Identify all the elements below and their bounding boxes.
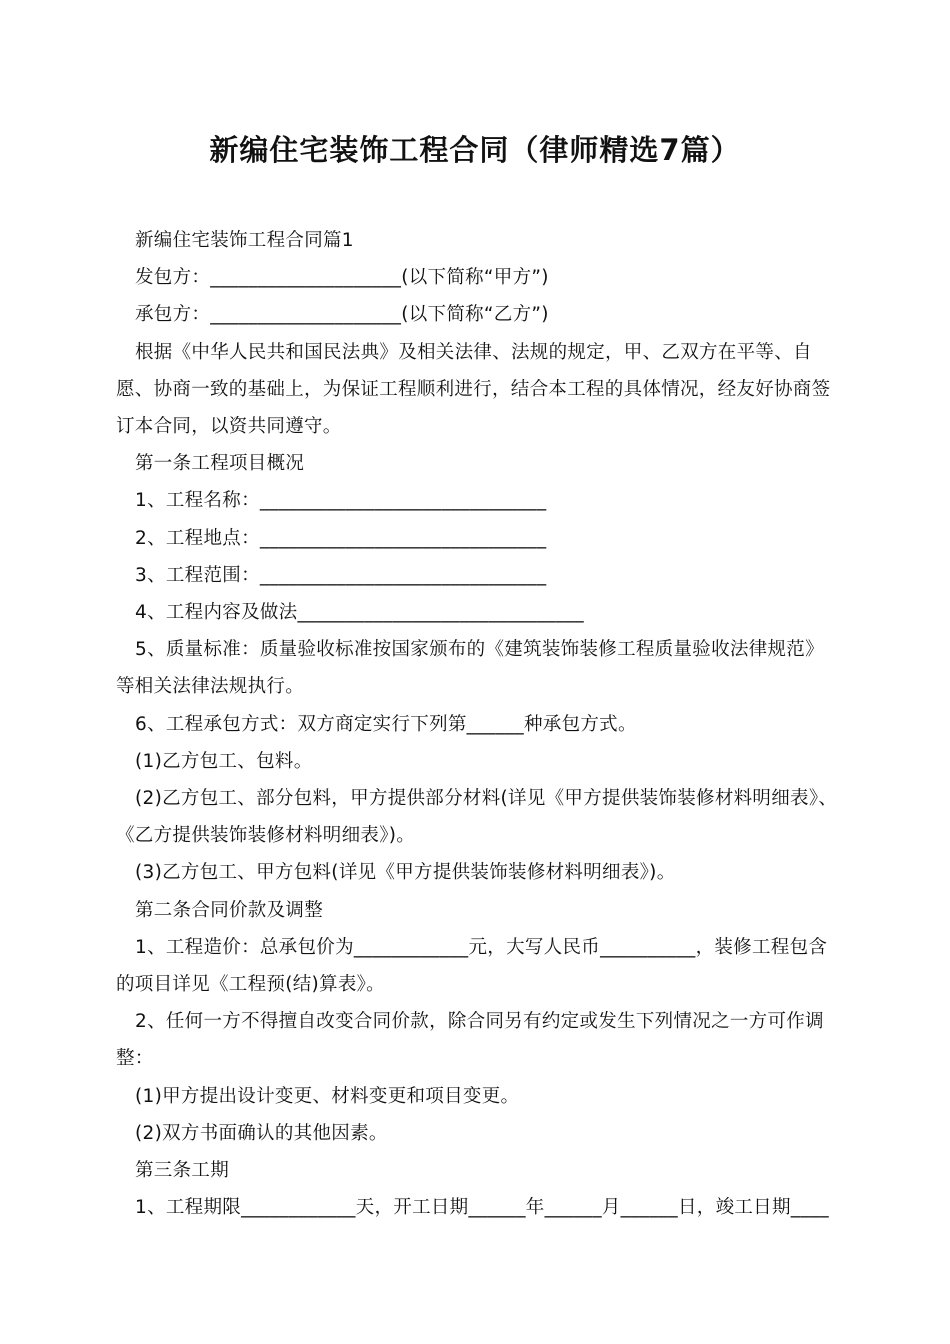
- clause-paragraph: 1、工程造价：总承包价为____________元，大写人民币__________，装修工程包含的项目详见《工程预(结)算表》。: [116, 936, 828, 996]
- preamble-paragraph: 根据《中华人民共和国民法典》及相关法律、法规的规定，甲、乙双方在平等、自愿、协商一致的基础上，为保证工程顺利进行，结合本工程的具体情况，经友好协商签订本合同，以资共同遵守。: [116, 341, 831, 438]
- document-body: [116, 222, 838, 1226]
- document-title: 新编住宅装饰工程合同（律师精选7篇）: [209, 133, 741, 167]
- clause-paragraph: 5、质量标准：质量验收标准按国家颁布的《建筑装饰装修工程质量验收法律规范》等相关法律法规执行。: [116, 639, 824, 698]
- sub-clause-line: (1)甲方提出设计变更、材料变更和项目变更。: [135, 1085, 520, 1107]
- section-heading: 新编住宅装饰工程合同篇1: [135, 230, 354, 251]
- article-heading: 第三条工期: [135, 1160, 230, 1182]
- clause-line: 1、工程名称：______________________________: [135, 490, 547, 512]
- article-heading: 第二条合同价款及调整: [135, 899, 324, 921]
- sub-clause-line: (3)乙方包工、甲方包料(详见《甲方提供装饰装修材料明细表》)。: [135, 862, 676, 884]
- party-a-line: 发包方：____________________(以下简称“甲方”): [135, 267, 549, 289]
- clause-paragraph: 2、任何一方不得擅自改变合同价款，除合同另有约定或发生下列情况之一方可作调整：: [116, 1011, 824, 1070]
- sub-clause-line: (2)双方书面确认的其他因素。: [135, 1122, 388, 1144]
- clause-line: 4、工程内容及做法______________________________: [135, 602, 584, 624]
- sub-clause-line: (1)乙方包工、包料。: [135, 750, 313, 772]
- clause-line: 3、工程范围：______________________________: [135, 564, 547, 586]
- clause-line: 1、工程期限____________天，开工日期______年______月______日，竣工日期____: [135, 1197, 829, 1219]
- clause-line: 2、工程地点：______________________________: [135, 527, 547, 549]
- clause-line: 6、工程承包方式：双方商定实行下列第______种承包方式。: [135, 713, 637, 735]
- sub-clause-paragraph: (2)乙方包工、部分包料，甲方提供部分材料(详见《甲方提供装饰装修材料明细表》、《乙方提供装饰装修材料明细表》)。: [116, 788, 838, 847]
- party-b-line: 承包方：____________________(以下简称“乙方”): [135, 304, 549, 326]
- article-heading: 第一条工程项目概况: [135, 453, 305, 475]
